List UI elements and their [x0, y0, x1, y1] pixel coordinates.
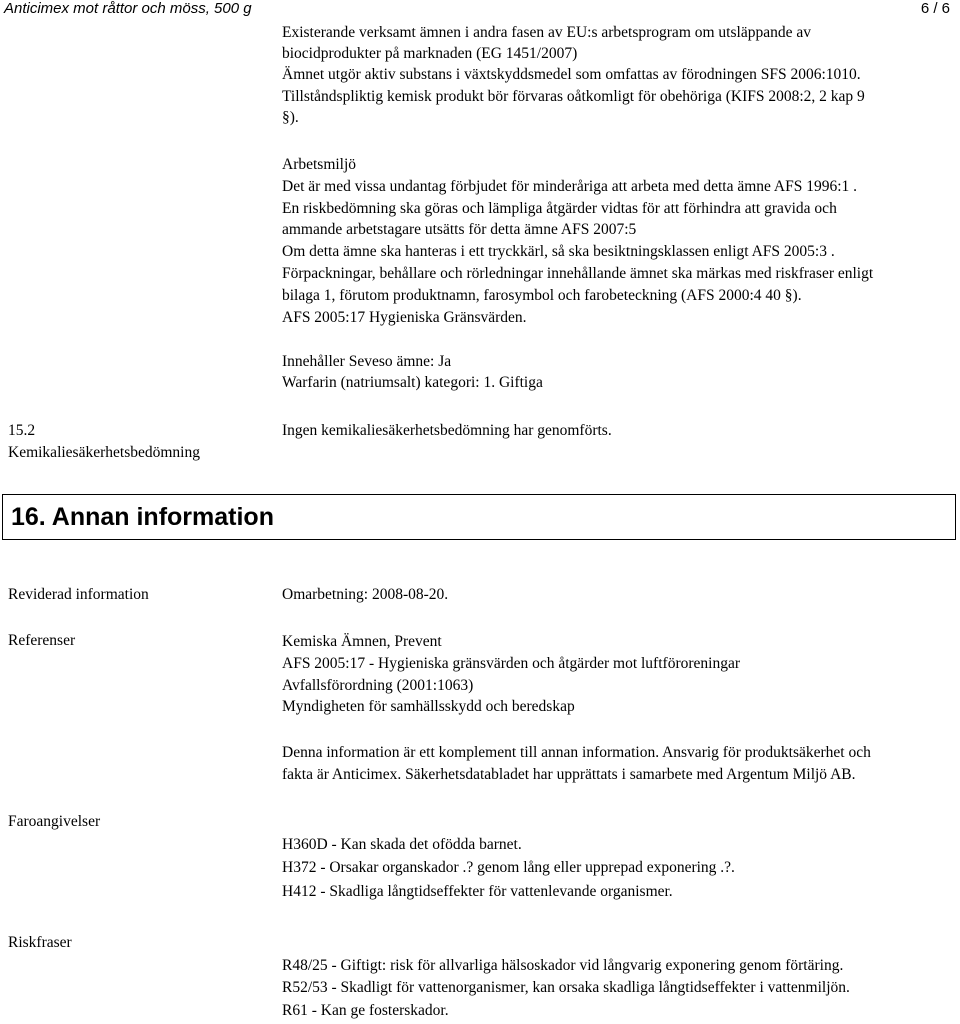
hazard-statement: H412 - Skadliga långtidseffekter för vattenlevande organismer. — [282, 883, 673, 900]
seveso-line: Warfarin (natriumsalt) kategori: 1. Giftiga — [282, 374, 543, 391]
section-16-header — [2, 494, 956, 540]
work-environment-line: En riskbedömning ska göras och lämpliga åtgärder vidtas för att förhindra att gravida och — [282, 200, 837, 217]
work-environment-line: bilaga 1, förutom produktnamn, farosymbol och farobeteckning (AFS 2000:4 40 §). — [282, 287, 802, 304]
work-environment-line: Det är med vissa undantag förbjudet för minderåriga att arbeta med detta ämne AFS 1996:1 . — [282, 178, 858, 195]
section-16-title: 16. Annan information — [11, 503, 274, 531]
chem-safety-label-number: 15.2 — [8, 422, 36, 439]
revised-value: Omarbetning: 2008-08-20. — [282, 586, 449, 603]
regulation-line: Existerande verksamt ämnen i andra fasen av EU:s arbetsprogram om utsläppande av — [282, 24, 811, 41]
document-title: Anticimex mot råttor och möss, 500 g — [4, 0, 252, 17]
chem-safety-label: Kemikaliesäkerhetsbedömning — [8, 444, 200, 461]
reference-item: AFS 2005:17 - Hygieniska gränsvärden och åtgärder mot luftföroreningar — [282, 655, 740, 672]
risk-phrase: R61 - Kan ge fosterskador. — [282, 1002, 449, 1019]
regulation-line: Tillståndspliktig kemisk produkt bör förvaras oåtkomligt för obehöriga (KIFS 2008:2, 2 kap 9 — [282, 88, 865, 105]
regulation-line: biocidprodukter på marknaden (EG 1451/2007) — [282, 45, 578, 62]
work-environment-line: Förpackningar, behållare och rörledningar innehållande ämnet ska märkas med riskfraser enligt — [282, 265, 874, 282]
hazard-statement: H372 - Orsakar organskador .? genom lång eller upprepad exponering .?. — [282, 859, 735, 876]
note-line: fakta är Anticimex. Säkerhetsdatabladet har upprättats i samarbete med Argentum Miljö AB. — [282, 766, 856, 783]
regulation-line: §). — [282, 109, 299, 126]
chem-safety-value: Ingen kemikaliesäkerhetsbedömning har genomförts. — [282, 422, 612, 439]
risk-phrases-label: Riskfraser — [8, 934, 72, 951]
reference-item: Kemiska Ämnen, Prevent — [282, 633, 442, 650]
risk-phrase: R52/53 - Skadligt för vattenorganismer, kan orsaka skadliga långtidseffekter i vattenmiljön. — [282, 979, 850, 996]
hazard-statements-label: Faroangivelser — [8, 813, 101, 830]
note-line: Denna information är ett komplement till annan information. Ansvarig för produktsäkerhet och — [282, 744, 871, 761]
work-environment-line: Om detta ämne ska hanteras i ett tryckkärl, så ska besiktningsklassen enligt AFS 2005:3 . — [282, 243, 835, 260]
reference-item: Myndigheten för samhällsskydd och beredskap — [282, 698, 575, 715]
reference-item: Avfallsförordning (2001:1063) — [282, 677, 474, 694]
references-label: Referenser — [8, 632, 76, 649]
seveso-line: Innehåller Seveso ämne: Ja — [282, 353, 452, 370]
page-number: 6 / 6 — [920, 0, 950, 17]
work-environment-line: ammande arbetstagare utsätts för detta ämne AFS 2007:5 — [282, 221, 637, 238]
hazard-statement: H360D - Kan skada det ofödda barnet. — [282, 836, 522, 853]
regulation-line: Ämnet utgör aktiv substans i växtskyddsmedel som omfattas av förodningen SFS 2006:1010. — [282, 66, 861, 83]
risk-phrase: R48/25 - Giftigt: risk för allvarliga hälsoskador vid långvarig exponering genom förtäring. — [282, 957, 844, 974]
work-environment-line: AFS 2005:17 Hygieniska Gränsvärden. — [282, 309, 527, 326]
work-environment-heading: Arbetsmiljö — [282, 156, 357, 173]
revised-label: Reviderad information — [8, 586, 149, 603]
